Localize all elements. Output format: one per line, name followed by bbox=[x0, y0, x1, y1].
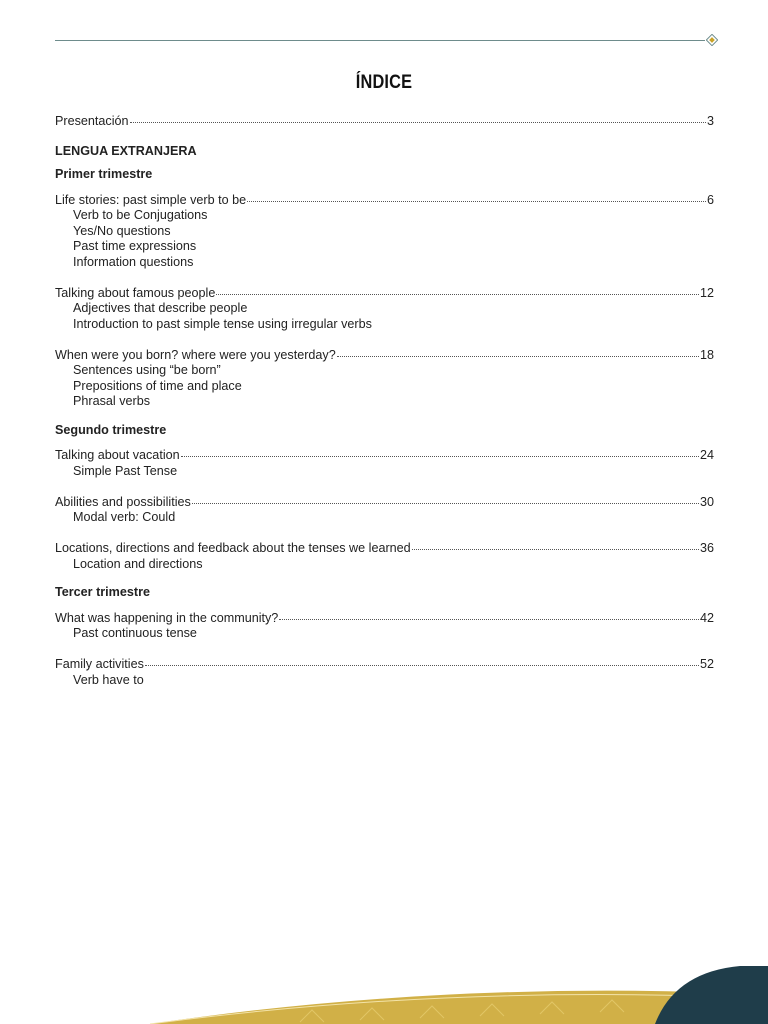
toc-entry[interactable] bbox=[55, 348, 714, 364]
dot-leader bbox=[412, 549, 699, 550]
trimester-heading: Segundo trimestre bbox=[55, 422, 167, 437]
toc-subtopic: Location and directions bbox=[73, 556, 203, 571]
toc-subtopic: Past time expressions bbox=[73, 239, 197, 253]
toc-entry[interactable] bbox=[55, 193, 714, 209]
toc-entry[interactable] bbox=[55, 286, 714, 302]
top-rule bbox=[55, 40, 705, 41]
toc-subtopic: Prepositions of time and place bbox=[73, 378, 242, 393]
toc-entry-label: What was happening in the community? bbox=[55, 610, 279, 625]
toc-subtopic: Adjectives that describe people bbox=[73, 301, 248, 315]
dot-leader bbox=[216, 294, 699, 295]
dot-leader bbox=[247, 201, 706, 202]
table-of-contents bbox=[55, 114, 714, 688]
toc-entry[interactable] bbox=[55, 611, 714, 627]
toc-entry-label: Life stories: past simple verb to be bbox=[55, 192, 247, 207]
spacer bbox=[55, 526, 714, 542]
spacer bbox=[55, 270, 714, 286]
toc-subtopic: Verb have to bbox=[73, 672, 144, 687]
trimester-heading: Tercer trimestre bbox=[55, 585, 150, 599]
toc-entry-page: 42 bbox=[699, 610, 714, 625]
trimester-list bbox=[55, 167, 714, 688]
diamond-ornament-icon bbox=[706, 34, 718, 46]
page-title: ÍNDICE bbox=[355, 72, 413, 93]
dot-leader bbox=[130, 122, 706, 123]
toc-subtopic: Information questions bbox=[73, 254, 194, 269]
trimester-heading: Primer trimestre bbox=[55, 167, 153, 181]
toc-subtopic: Past continuous tense bbox=[73, 626, 197, 640]
toc-subtopic: Introduction to past simple tense using irregular verbs bbox=[73, 316, 372, 331]
toc-subtopic: Phrasal verbs bbox=[73, 394, 150, 408]
toc-entry-label: Abilities and possibilities bbox=[55, 494, 191, 509]
toc-subtopic: Yes/No questions bbox=[73, 223, 171, 238]
spacer bbox=[55, 479, 714, 495]
dot-leader bbox=[279, 619, 699, 620]
toc-entry-label: Locations, directions and feedback about the tenses we learned bbox=[55, 541, 411, 555]
toc-entry-page: 36 bbox=[699, 541, 714, 555]
spacer bbox=[55, 642, 714, 658]
toc-entry-label: When were you born? where were you yesterday? bbox=[55, 347, 336, 362]
toc-subtopic: Sentences using “be born” bbox=[73, 363, 221, 377]
toc-entry[interactable] bbox=[55, 448, 714, 464]
toc-entry-label: Presentación bbox=[55, 114, 129, 128]
toc-entry-page: 18 bbox=[699, 347, 714, 362]
toc-subtopic: Verb to be Conjugations bbox=[73, 208, 208, 222]
toc-entry-label: Talking about vacation bbox=[55, 448, 180, 462]
dot-leader bbox=[337, 356, 699, 357]
toc-entry-presentacion[interactable] bbox=[55, 114, 714, 130]
decorative-footer-band bbox=[0, 964, 768, 1024]
toc-entry-page: 6 bbox=[706, 192, 714, 207]
toc-entry-page: 52 bbox=[699, 657, 714, 671]
toc-subtopic: Modal verb: Could bbox=[73, 510, 176, 524]
dot-leader bbox=[145, 665, 699, 666]
toc-entry[interactable] bbox=[55, 541, 714, 557]
dot-leader bbox=[192, 503, 699, 504]
toc-entry-label: Family activities bbox=[55, 657, 144, 671]
toc-entry[interactable] bbox=[55, 495, 714, 511]
toc-subtopic: Simple Past Tense bbox=[73, 463, 178, 478]
toc-entry[interactable] bbox=[55, 657, 714, 673]
subject-heading: LENGUA EXTRANJERA bbox=[55, 143, 197, 158]
toc-entry-page: 30 bbox=[699, 494, 714, 509]
toc-entry-page: 3 bbox=[706, 114, 714, 128]
toc-entry-page: 24 bbox=[699, 448, 714, 462]
dot-leader bbox=[181, 456, 699, 457]
toc-entry-page: 12 bbox=[699, 285, 714, 300]
spacer bbox=[55, 332, 714, 348]
toc-entry-label: Talking about famous people bbox=[55, 285, 216, 300]
